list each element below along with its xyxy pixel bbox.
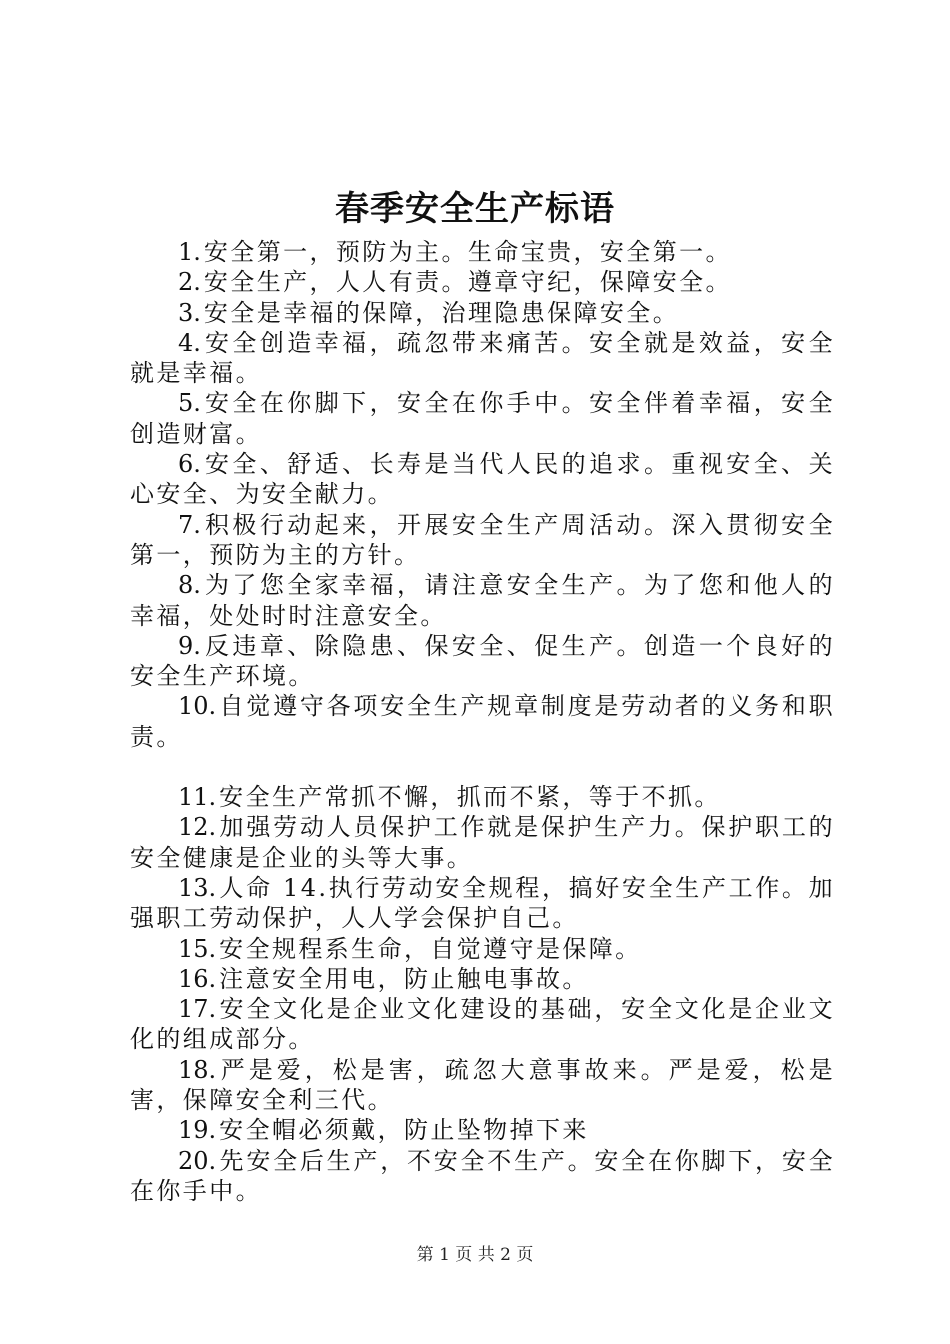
item-number: 20.	[178, 1146, 217, 1175]
slogan-item-4	[130, 328, 835, 389]
item-number: 6.	[178, 450, 201, 479]
item-text: 积极行动起来，开展安全生产周活动。深入贯彻安全第一，预防为主的方针。	[130, 510, 835, 569]
slogan-item-16	[130, 964, 835, 994]
item-text: 安全是幸福的保障，治理隐患保障安全。	[203, 298, 680, 327]
slogan-item-13	[130, 873, 835, 934]
slogan-item-5	[130, 388, 835, 449]
item-number: 12.	[178, 813, 217, 842]
item-number: 13.	[178, 873, 217, 902]
page-footer: 第 1 页 共 2 页	[416, 1245, 534, 1265]
item-text: 为了您全家幸福，请注意安全生产。为了您和他人的幸福，处处时时注意安全。	[130, 571, 835, 630]
item-number: 18.	[178, 1055, 217, 1084]
item-text: 安全生产常抓不懈，抓而不紧，等于不抓。	[219, 783, 721, 812]
slogan-item-18	[130, 1055, 835, 1116]
item-text: 安全文化是企业文化建设的基础，安全文化是企业文化的组成部分。	[130, 995, 835, 1054]
slogan-list	[130, 237, 835, 1206]
item-text: 注意安全用电，防止触电事故。	[219, 964, 589, 993]
slogan-item-6	[130, 449, 835, 510]
item-number: 19.	[178, 1116, 217, 1145]
item-number: 11.	[178, 783, 217, 812]
item-text: 安全第一，预防为主。生命宝贵，安全第一。	[203, 238, 732, 266]
item-number: 3.	[178, 298, 201, 327]
slogan-item-1	[130, 237, 835, 267]
slogan-item-12	[130, 812, 835, 873]
item-text: 安全创造幸福，疏忽带来痛苦。安全就是效益，安全就是幸福。	[130, 328, 835, 388]
slogan-item-10	[130, 691, 835, 752]
item-number: 16.	[178, 964, 217, 993]
item-text: 先安全后生产，不安全不生产。安全在你脚下，安全在你手中。	[130, 1146, 835, 1205]
item-text: 严是爱，松是害，疏忽大意事故来。严是爱，松是害，保障安全利三代。	[130, 1055, 835, 1115]
slogan-item-19	[130, 1115, 835, 1145]
slogan-item-15	[130, 934, 835, 964]
item-text: 安全规程系生命，自觉遵守是保障。	[219, 934, 642, 963]
item-number: 2.	[178, 268, 201, 297]
item-text: 安全在你脚下，安全在你手中。安全伴着幸福，安全创造财富。	[130, 389, 835, 448]
slogan-item-8	[130, 570, 835, 631]
slogan-item-17	[130, 994, 835, 1055]
item-text: 安全帽必须戴，防止坠物掉下来	[219, 1116, 589, 1145]
page-title: 春季安全生产标语	[335, 189, 615, 229]
item-number: 4.	[178, 328, 201, 357]
slogan-item-11	[130, 782, 835, 812]
slogan-item-20	[130, 1146, 835, 1207]
item-number: 8.	[178, 571, 201, 600]
item-number: 9.	[178, 631, 201, 660]
item-number: 1.	[178, 238, 201, 266]
item-text: 反违章、除隐患、保安全、促生产。创造一个良好的安全生产环境。	[130, 631, 835, 691]
item-text: 加强劳动人员保护工作就是保护生产力。保护职工的安全健康是企业的头等大事。	[130, 813, 835, 872]
item-text: 安全生产，人人有责。遵章守纪，保障安全。	[203, 268, 732, 297]
item-number: 7.	[178, 510, 201, 539]
item-number: 10.	[178, 692, 217, 721]
item-number: 5.	[178, 389, 201, 418]
item-number: 17.	[178, 995, 217, 1024]
item-text: 人命 14.执行劳动安全规程，搞好安全生产工作。加强职工劳动保护，人人学会保护自己。	[130, 873, 835, 933]
item-number: 15.	[178, 934, 217, 963]
item-text: 自觉遵守各项安全生产规章制度是劳动者的义务和职责。	[130, 692, 835, 751]
slogan-item-7	[130, 510, 835, 571]
slogan-item-9	[130, 631, 835, 692]
slogan-item-2	[130, 267, 835, 297]
slogan-item-3	[130, 298, 835, 328]
item-text: 安全、舒适、长寿是当代人民的追求。重视安全、关心安全、为安全献力。	[130, 450, 835, 509]
